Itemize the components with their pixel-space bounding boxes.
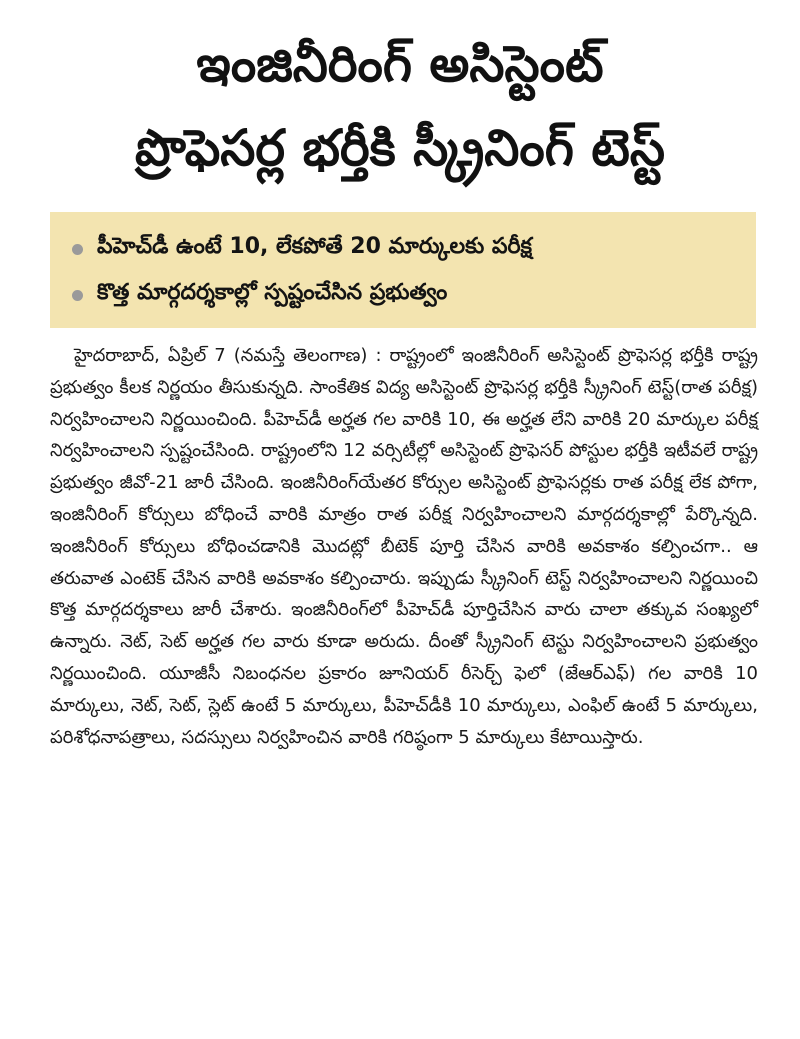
- bullet-icon: [72, 290, 83, 301]
- highlight-text: కొత్త మార్గదర్శకాల్లో స్పష్టంచేసిన ప్రభుత్వం: [97, 280, 448, 305]
- headline-line-2: ప్రొఫెసర్ల భర్తీకి స్క్రీనింగ్ టెస్ట్: [135, 119, 665, 177]
- bullet-icon: [72, 244, 83, 255]
- headline: [0, 0, 800, 190]
- highlight-text: పీహెచ్‌డీ ఉంటే 10, లేకపోతే 20 మార్కులకు పరీక్ష: [97, 234, 533, 259]
- article-body: హైదరాబాద్, ఏప్రిల్ 7 (నమస్తే తెలంగాణ) : రాష్ట్రంలో ఇంజినీరింగ్ అసిస్టెంట్ ప్రొఫెసర్ల భర్తీకి రాష్ట్ర ప్రభుత్వం కీలక నిర్ణయం తీసుకున్నది. సాంకేతిక విద్య అసిస్టెంట్ ప్రొఫెసర్ల భర్తీకి స్క్రీనింగ్ టెస్ట్(రాత పరీక్ష) నిర్వహించాలని నిర్ణయించింది. పీహెచ్‌డీ అర్హత గల వారికి 10, ఈ అర్హత లేని వారికి 20 మార్కుల పరీక్ష నిర్వహించాలని స్పష్టంచేసింది. రాష్ట్రంలోని 12 వర్సిటీల్లో అసిస్టెంట్ ప్రొఫెసర్ పోస్టుల భర్తీకి ఇటీవలే రాష్ట్ర ప్రభుత్వం జీవో-21 జారీ చేసింది. ఇంజినీరింగ్‌యేతర కోర్సుల అసిస్టెంట్ ప్రొఫెసర్లకు రాత పరీక్ష లేక పోగా, ఇంజినీరింగ్ కోర్సులు బోధించే వారికి మాత్రం రాత పరీక్ష నిర్వహించాలని మార్గదర్శకాల్లో పేర్కొన్నది. ఇంజినీరింగ్ కోర్సులు బోధించడానికి మొదట్లో బీటెక్ పూర్తి చేసిన వారికి అవకాశం కల్పించగా.. ఆ తరువాత ఎంటెక్ చేసిన వారికి అవకాశం కల్పించారు. ఇప్పుడు స్క్రీనింగ్ టెస్ట్ నిర్వహించాలని నిర్ణయించి కొత్త మార్గదర్శకాలు జారీ చేశారు. ఇంజినీరింగ్‌లో పీహెచ్‌డీ పూర్తిచేసిన వారు చాలా తక్కువ సంఖ్యలో ఉన్నారు. నెట్, సెట్ అర్హత గల వారు కూడా అరుదు. దీంతో స్క్రీనింగ్ టెస్టు నిర్వహించాలని ప్రభుత్వం నిర్ణయించింది. యూజీసీ నిబంధనల ప్రకారం జూనియర్ రీసెర్చ్ ఫెలో (జేఆర్ఎఫ్) గల వారికి 10 మార్కులు, నెట్, సెట్, స్లెట్ ఉంటే 5 మార్కులు, పీహెచ్‌డీకి 10 మార్కులు, ఎంఫిల్ ఉంటే 5 మార్కులు, పరిశోధనాపత్రాలు, సదస్సులు నిర్వహించిన వారికి గరిష్ఠంగా 5 మార్కులు కేటాయిస్తారు.: [50, 345, 758, 748]
- highlight-item: [72, 272, 738, 318]
- headline-line-1: ఇంజినీరింగ్ అసిస్టెంట్: [196, 35, 604, 93]
- highlight-item: [72, 226, 738, 272]
- highlights-box: [50, 212, 756, 328]
